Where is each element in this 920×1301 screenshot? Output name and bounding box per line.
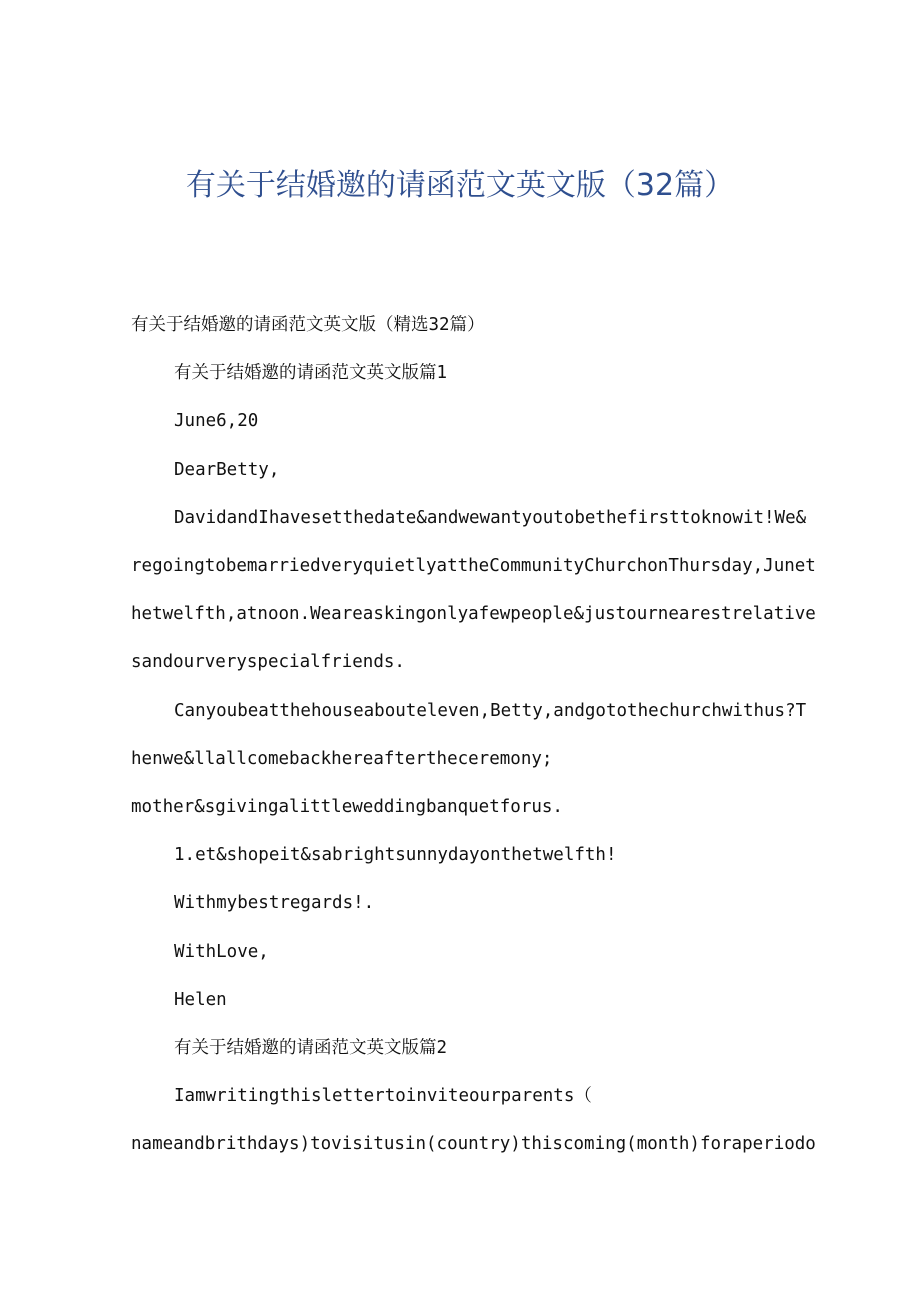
- body-line: henwe&llallcomebackhereaftertheceremony;: [131, 749, 553, 769]
- body-line: 1.et&shopeit&sabrightsunnydayonthetwelfth!: [174, 845, 617, 865]
- salutation-line: DearBetty,: [174, 460, 280, 480]
- body-line: Iamwritingthislettertoinviteourparents（: [174, 1086, 592, 1106]
- body-line: Canyoubeatthehouseabouteleven,Betty,andgotothechurchwithus?T: [174, 701, 807, 721]
- closing-line: Withmybestregards!.: [174, 893, 375, 913]
- signature-line: Helen: [174, 990, 227, 1010]
- body-line: sandourveryspecialfriends.: [131, 652, 405, 672]
- closing-line: WithLove,: [174, 942, 269, 962]
- body-line: regoingtobemarriedveryquietlyattheCommunityChurchonThursday,Junet: [131, 556, 816, 576]
- document-title: 有关于结婚邀的请函范文英文版（32篇）: [185, 168, 735, 203]
- date-line: June6,20: [174, 411, 259, 431]
- body-line: DavidandIhavesetthedate&andwewantyoutobethefirsttoknowit!We&: [174, 508, 807, 528]
- section-heading-1: 有关于结婚邀的请函范文英文版篇1: [174, 363, 448, 383]
- body-line: mother&sgivingalittleweddingbanquetforus.: [131, 797, 563, 817]
- intro-line: 有关于结婚邀的请函范文英文版（精选32篇）: [131, 315, 485, 335]
- body-line: nameandbrithdays)tovisitusin(country)thiscoming(month)foraperiodo: [131, 1134, 816, 1154]
- body-line: hetwelfth,atnoon.Weareaskingonlyafewpeople&justournearestrelative: [131, 604, 816, 624]
- section-heading-2: 有关于结婚邀的请函范文英文版篇2: [174, 1038, 448, 1058]
